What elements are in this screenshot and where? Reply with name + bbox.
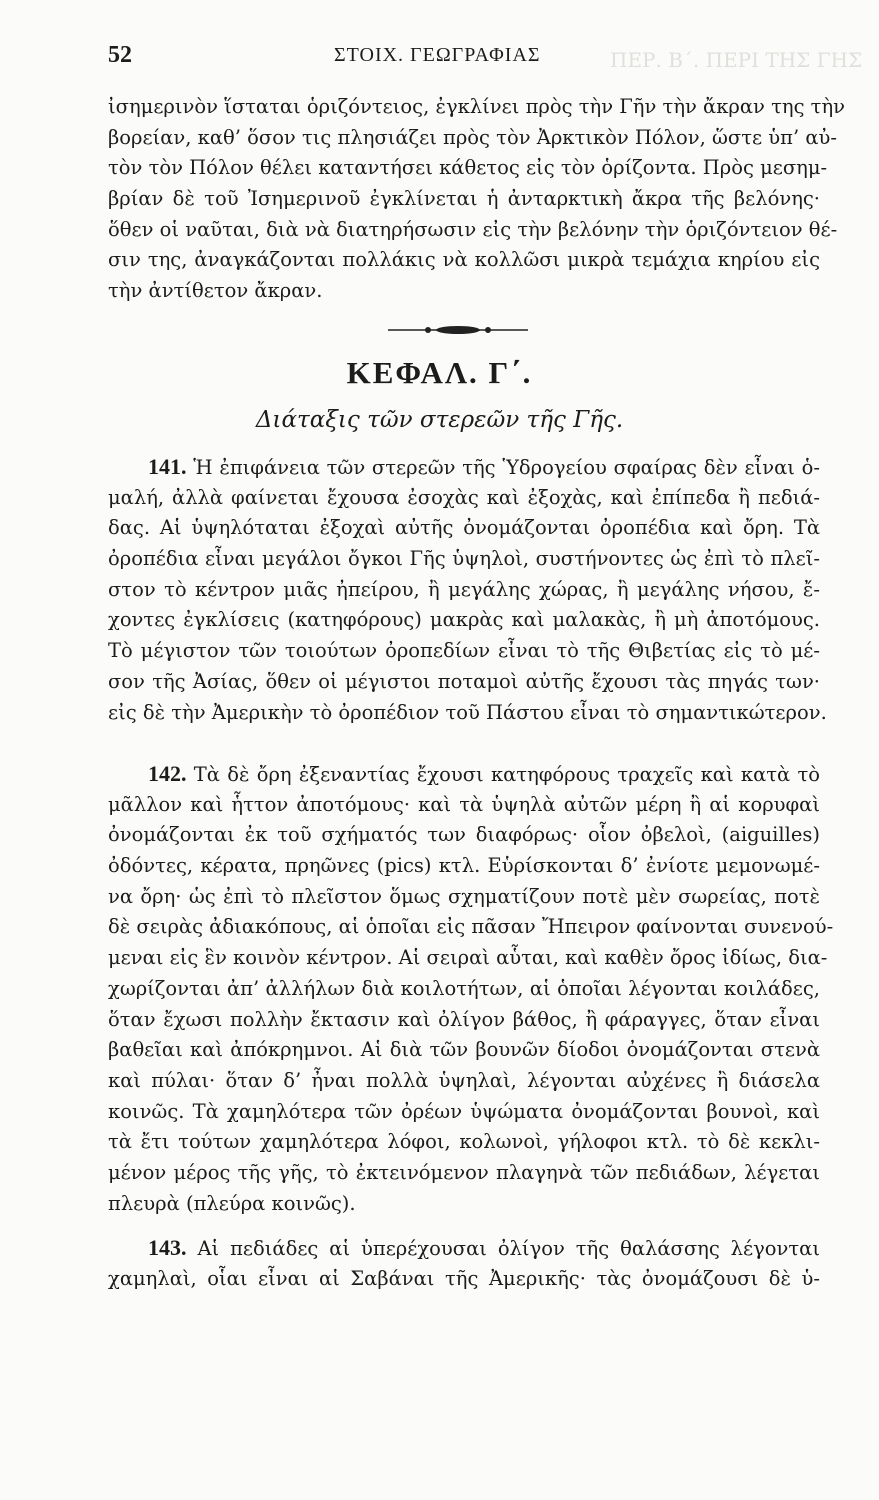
text-line: βορείαν, καθ’ ὅσον τις πλησιάζει πρὸς τὸν Ἀρκτικὸν Πόλον, ὥστε ὑπ’ αὐ-: [108, 125, 837, 149]
text-line: σον τῆς Ἀσίας, ὅθεν οἱ μέγιστοι ποταμοὶ αὐτῆς ἔχουσι τὰς πηγάς των·: [108, 669, 820, 693]
text-line: ὀδόντες, κέρατα, πρηῶνες (pics) κτλ. Εὑρίσκονται δ’ ἐνίοτε μεμονωμέ-: [108, 854, 820, 878]
section-141: [108, 452, 827, 728]
text-line: μένον μέρος τῆς γῆς, τὸ ἐκτεινόμενον πλαγηνὰ τῶν πεδιάδων, λέγεται: [108, 1160, 820, 1184]
text-line: Τὸ μέγιστον τῶν τοιούτων ὀροπεδίων εἶναι τὸ τῆς Θιβετίας εἰς τὸ μέ-: [108, 639, 820, 663]
text-line: δας. Αἱ ὑψηλόταται ἐξοχαὶ αὐτῆς ὀνομάζονται ὀροπέδια καὶ ὄρη. Τὰ: [108, 516, 820, 540]
running-title: ΣΤΟΙΧ. ΓΕΩΓΡΑΦΙΑΣ: [334, 44, 541, 66]
divider-ornament: [388, 320, 528, 340]
text-line: τὰ ἔτι τούτων χαμηλότερα λόφοι, κολωνοὶ, γήλοφοι κτλ. τὸ δὲ κεκλι-: [108, 1130, 820, 1154]
text-line: ἰσημερινὸν ἵσταται ὁριζόντειος, ἐγκλίνει πρὸς τὴν Γῆν τὴν ἄκραν της τὴν: [108, 95, 846, 118]
text-line: [108, 1233, 820, 1264]
text-line: μαλή, ἀλλὰ φαίνεται ἔχουσα ἐσοχὰς καὶ ἐξοχὰς, καὶ ἐπίπεδα ἢ πεδιά-: [108, 485, 820, 509]
section-number: 143.: [148, 1235, 187, 1260]
text-line-content: Τὰ δὲ ὄρη ἐξεναντίας ἔχουσι κατηφόρους τραχεῖς καὶ κατὰ τὸ: [193, 763, 820, 786]
text-line: ὀροπέδια εἶναι μεγάλοι ὄγκοι Γῆς ὑψηλοὶ, συστήνοντες ὡς ἐπὶ τὸ πλεῖ-: [108, 547, 820, 571]
text-line: ὀνομάζονται ἐκ τοῦ σχήματός των διαφόρως· οἷον ὀβελοὶ, (aiguilles): [108, 823, 820, 847]
text-line: δὲ σειρὰς ἀδιακόπους, αἱ ὁποῖαι εἰς πᾶσαν Ἤπειρον φαίνονται συνενού-: [108, 915, 834, 939]
section-number: 141.: [148, 454, 187, 479]
text-line-content: Αἱ πεδιάδες αἱ ὑπερέχουσαι ὀλίγον τῆς θαλάσσης λέγονται: [197, 1237, 820, 1260]
page-header: [108, 42, 828, 78]
intro-paragraph: [108, 92, 846, 307]
text-line: τὸν τὸν Πόλον θέλει καταντήσει κάθετος εἰς τὸν ὁρίζοντα. Πρὸς μεσημ-: [108, 156, 828, 180]
text-line: κοινῶς. Τὰ χαμηλότερα τῶν ὀρέων ὑψώματα ὀνομάζονται βουνοὶ, καὶ: [108, 1099, 820, 1123]
show-through-text: ΠΕΡ. Β΄. ΠΕΡΙ ΤΗΣ ΓΗΣ: [610, 48, 863, 72]
text-line: στον τὸ κέντρον μιᾶς ἠπείρου, ἢ μεγάλης χώρας, ἢ μεγάλης νήσου, ἔ-: [108, 577, 820, 601]
text-line: μᾶλλον καὶ ἧττον ἀποτόμους· καὶ τὰ ὑψηλὰ αὐτῶν μέρη ἢ αἱ κορυφαὶ: [108, 792, 820, 816]
text-line: μεναι εἰς ἓν κοινὸν κέντρον. Αἱ σειραὶ αὗται, καὶ καθὲν ὄρος ἰδίως, δια-: [108, 946, 828, 970]
text-line: τὴν ἀντίθετον ἄκραν.: [108, 279, 323, 303]
text-line: βαθεῖαι καὶ ἀπόκρημνοι. Αἱ διὰ τῶν βουνῶν δίοδοι ὀνομάζονται στενὰ: [108, 1038, 820, 1062]
text-line: εἰς δὲ τὴν Ἀμερικὴν τὸ ὀροπέδιον τοῦ Πάστου εἶναι τὸ σημαντικώτερον.: [108, 700, 827, 724]
chapter-subtitle: Διάταξις τῶν στερεῶν τῆς Γῆς.: [255, 407, 624, 433]
page-number: 52: [108, 42, 132, 68]
section-number: 142.: [148, 761, 187, 786]
text-line: ὅταν ἔχωσι πολλὴν ἔκτασιν καὶ ὀλίγον βάθος, ἢ φάραγγες, ὅταν εἶναι: [108, 1007, 820, 1031]
text-line: [108, 759, 820, 790]
text-line: χωρίζονται ἀπ’ ἀλλήλων διὰ κοιλοτήτων, αἱ ὁποῖαι λέγονται κοιλάδες,: [108, 976, 820, 1000]
text-line: να ὄρη· ὡς ἐπὶ τὸ πλεῖστον ὅμως σχηματίζουν ποτὲ μὲν σωρείας, ποτὲ: [108, 884, 820, 908]
section-142: [108, 759, 834, 1219]
text-line: πλευρὰ (πλεύρα κοινῶς).: [108, 1191, 356, 1215]
text-line: χοντες ἐγκλίσεις (κατηφόρους) μακρὰς καὶ μαλακὰς, ἢ μὴ ἀποτόμους.: [108, 608, 820, 632]
text-line: καὶ πύλαι· ὅταν δ’ ἦναι πολλὰ ὑψηλαὶ, λέγονται αὐχένες ἢ διάσελα: [108, 1068, 820, 1092]
text-line-content: Ἡ ἐπιφάνεια τῶν στερεῶν τῆς Ὑδρογείου σφαίρας δὲν εἶναι ὁ-: [193, 456, 821, 479]
section-143: [108, 1233, 820, 1294]
text-line: [108, 452, 820, 483]
text-line: χαμηλαὶ, οἷαι εἶναι αἱ Σαβάναι τῆς Ἀμερικῆς· τὰς ὀνομάζουσι δὲ ὑ-: [108, 1266, 820, 1290]
text-line: βρίαν δὲ τοῦ Ἰσημερινοῦ ἐγκλίνεται ἡ ἀνταρκτικὴ ἄκρα τῆς βελόνης·: [108, 187, 820, 211]
text-line: ὅθεν οἱ ναῦται, διὰ νὰ διατηρήσωσιν εἰς τὴν βελόνην τὴν ὁριζόντειον θέ-: [108, 217, 838, 241]
chapter-heading: ΚΕΦΑΛ. Γ΄.: [346, 355, 533, 390]
text-line: σιν της, ἀναγκάζονται πολλάκις νὰ κολλῶσι μικρὰ τεμάχια κηρίου εἰς: [108, 248, 820, 272]
